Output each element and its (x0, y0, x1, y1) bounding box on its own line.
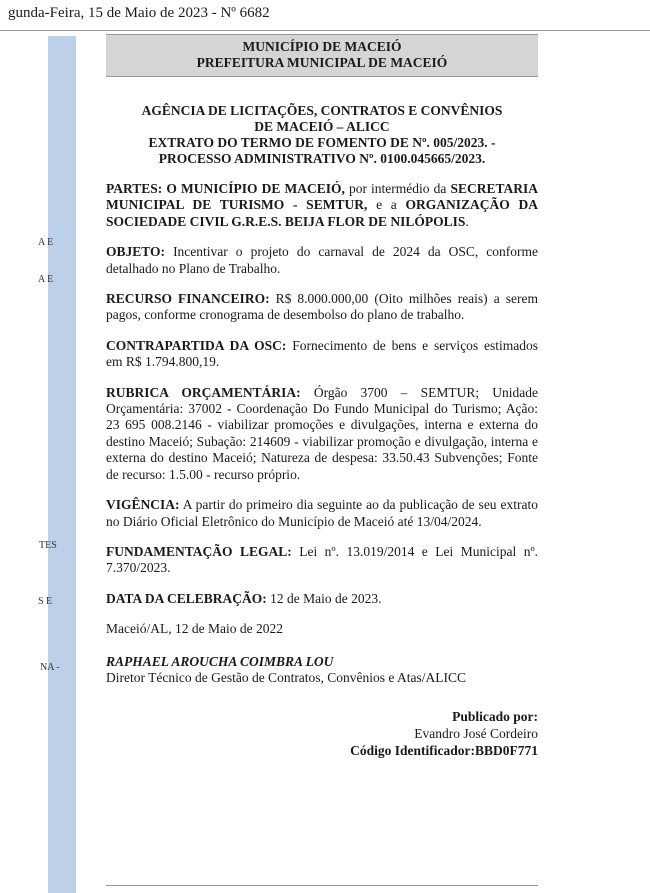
left-text-fragment: A E (38, 237, 54, 248)
place-date: Maceió/AL, 12 de Maio de 2022 (106, 621, 283, 637)
title-line: AGÊNCIA DE LICITAÇÕES, CONTRATOS E CONVÊNIOS (141, 103, 503, 118)
publication-info (106, 708, 538, 759)
contrapartida-text: Fornecimento de bens e serviços estimados em R$ 1.794.800,19. (106, 337, 538, 370)
banner-line: MUNICÍPIO DE MACEIÓ (242, 39, 402, 54)
fundamentacao-label: FUNDAMENTAÇÃO LEGAL: (106, 543, 292, 559)
party-organization: ORGANIZAÇÃO DA SOCIEDADE CIVIL G.R.E.S. BEIJA FLOR DE NILÓPOLIS (106, 197, 539, 229)
partes-text: e a (376, 197, 397, 213)
party-municipality: O MUNICÍPIO DE MACEIÓ, (166, 181, 345, 196)
title-line: PROCESSO ADMINISTRATIVO Nº. 0100.045665/2023. (158, 151, 486, 166)
partes-paragraph (106, 181, 538, 230)
objeto-paragraph (106, 244, 538, 277)
municipality-banner (106, 34, 538, 77)
left-text-fragment: S E (38, 596, 53, 607)
signatory-role: Diretor Técnico de Gestão de Contratos, Convênios e Atas/ALICC (106, 669, 467, 685)
celebracao-text: 12 de Maio de 2023. (270, 590, 382, 606)
title-line: EXTRATO DO TERMO DE FOMENTO DE Nº. 005/2023. - (148, 135, 496, 150)
published-by-label: Publicado por: (452, 708, 538, 724)
identifier-label: Código Identificador: (350, 742, 475, 758)
party-secretariat: SECRETARIA MUNICIPAL DE TURISMO - SEMTUR, (106, 181, 539, 213)
celebracao-paragraph (106, 591, 538, 607)
identifier-value: BBD0F771 (474, 742, 538, 758)
objeto-text: Incentivar o projeto do carnaval de 2024 da OSC, conforme detalhado no Plano de Trabalho. (106, 244, 538, 276)
recurso-text: R$ 8.000.000,00 (Oito milhões reais) a serem pagos, conforme cronograma de desembolso do plano de trabalho. (106, 291, 538, 323)
left-column-shading (48, 36, 76, 893)
partes-label: PARTES: (106, 181, 163, 196)
header-date-edition: gunda-Feira, 15 de Maio de 2023 - Nº 6682 (8, 5, 270, 21)
vigencia-label: VIGÊNCIA: (106, 497, 180, 513)
partes-text: . (465, 213, 469, 229)
contrapartida-label: CONTRAPARTIDA DA OSC: (106, 337, 287, 353)
recurso-paragraph (106, 291, 538, 324)
bottom-divider (106, 885, 538, 886)
rubrica-label: RUBRICA ORÇAMENTÁRIA: (106, 384, 301, 400)
publication-column (106, 34, 538, 759)
banner-line: PREFEITURA MUNICIPAL DE MACEIÓ (196, 55, 448, 70)
document-title (106, 103, 538, 167)
title-line: DE MACEIÓ – ALICC (254, 119, 390, 134)
fundamentacao-text: Lei nº. 13.019/2014 e Lei Municipal nº. 7.370/2023. (106, 543, 539, 576)
partes-text: por intermédio da (348, 181, 447, 196)
celebracao-label: DATA DA CELEBRAÇÃO: (106, 590, 267, 606)
signatory-name: RAPHAEL AROUCHA COIMBRA LOU (106, 653, 334, 669)
rubrica-text: Órgão 3700 – SEMTUR; Unidade Orçamentária: 37002 - Coordenação Do Fundo Municipal do Turismo; Ação: 23 695 008.2146 - viabilizar promoções e divulgações, interna e externa do destino Maceió; Subação: 214609 - viabilizar promoção e divulgação, interna e externa do destino Maceió; Natureza de despesa: 33.50.43 Subvenções; Fonte de recurso: 1.5.00 - recurso próprio. (106, 384, 538, 482)
objeto-label: OBJETO: (106, 244, 166, 260)
identifier-code (106, 742, 538, 759)
contrapartida-paragraph (106, 338, 538, 371)
left-text-fragment: TES (39, 540, 57, 551)
page-header (0, 0, 650, 31)
vigencia-text: A partir do primeiro dia seguinte ao da publicação de seu extrato no Diário Oficial Eletrônico do Município de Maceió até 13/04/2024. (106, 497, 538, 529)
publisher-name: Evandro José Cordeiro (414, 725, 538, 741)
vigencia-paragraph (106, 497, 538, 530)
fundamentacao-paragraph (106, 544, 538, 577)
left-text-fragment: A E (38, 274, 54, 285)
recurso-label: RECURSO FINANCEIRO: (106, 291, 270, 307)
left-text-fragment: NA - (40, 662, 60, 673)
rubrica-paragraph (106, 385, 538, 483)
